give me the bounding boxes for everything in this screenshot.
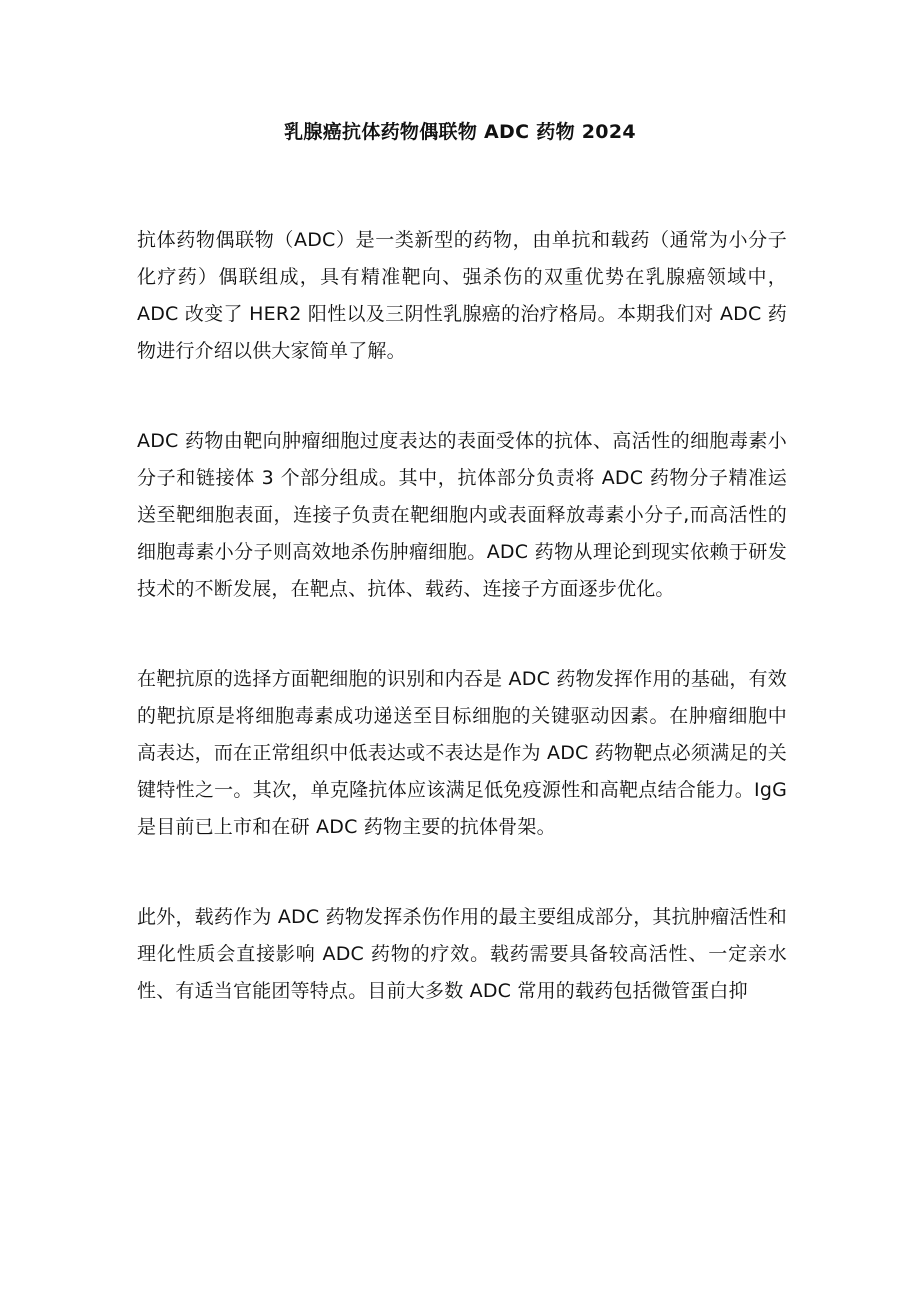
paragraph-payload: 此外，载药作为 ADC 药物发挥杀伤作用的最主要组成部分，其抗肿瘤活性和理化性质会直接影响 ADC 药物的疗效。载药需要具备较高活性、一定亲水性、有适当官能团等特点。目前大多数 ADC 常用的载药包括微管蛋白抑: [137, 906, 787, 1002]
document-body: [137, 222, 787, 1063]
document-title: 乳腺癌抗体药物偶联物 ADC 药物 2024: [284, 121, 636, 143]
paragraph-adc-components: ADC 药物由靶向肿瘤细胞过度表达的表面受体的抗体、高活性的细胞毒素小分子和链接体 3 个部分组成。其中，抗体部分负责将 ADC 药物分子精准运送至靶细胞表面，连接子负责在靶细胞内或表面释放毒素小分子,而高活性的细胞毒素小分子则高效地杀伤肿瘤细胞。ADC 药物从理论到现实依赖于研发技术的不断发展，在靶点、抗体、载药、连接子方面逐步优化。: [137, 430, 787, 600]
paragraph-adc-intro: 抗体药物偶联物（ADC）是一类新型的药物，由单抗和载药（通常为小分子化疗药）偶联组成，具有精准靶向、强杀伤的双重优势在乳腺癌领域中，ADC 改变了 HER2 阳性以及三阴性乳腺癌的治疗格局。本期我们对 ADC 药物进行介绍以供大家简单了解。: [137, 229, 787, 362]
paragraph-target-antigen: 在靶抗原的选择方面靶细胞的识别和内吞是 ADC 药物发挥作用的基础，有效的靶抗原是将细胞毒素成功递送至目标细胞的关键驱动因素。在肿瘤细胞中高表达，而在正常组织中低表达或不表达是作为 ADC 药物靶点必须满足的关键特性之一。其次，单克隆抗体应该满足低免疫源性和高靶点结合能力。IgG 是目前已上市和在研 ADC 药物主要的抗体骨架。: [137, 668, 787, 838]
